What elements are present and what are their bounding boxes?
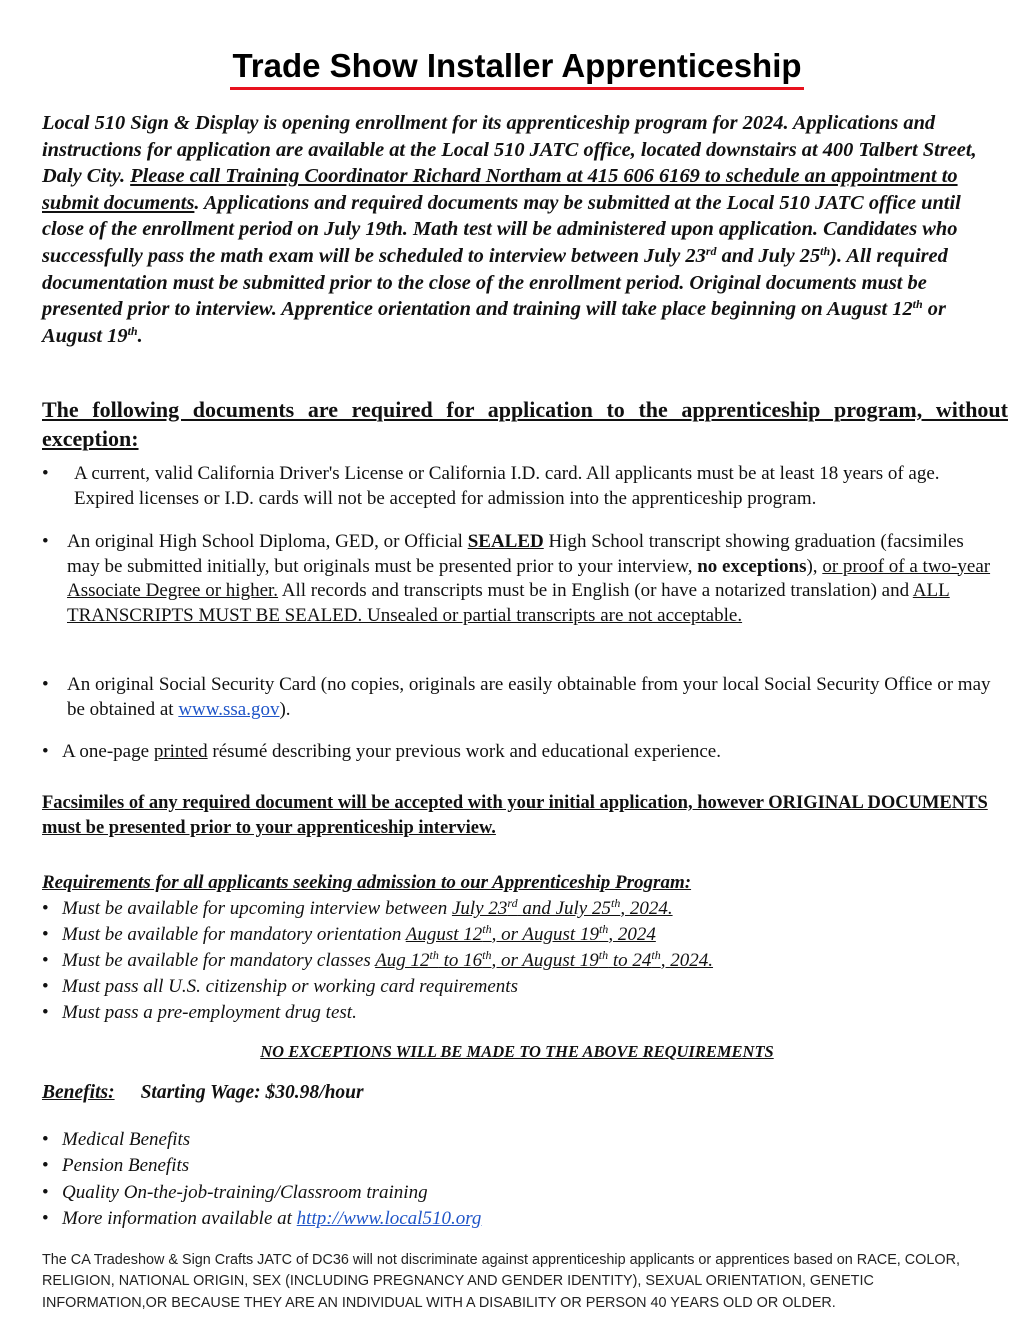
required-documents-heading: The following documents are required for application to the apprenticeship program, without exception: — [42, 397, 1008, 451]
intro-call-instruction: Please call Training Coordinator Richard Northam at 415 606 6169 to schedule an appointment to submit documents — [42, 165, 958, 214]
bullet: • — [42, 1129, 49, 1150]
ssa-text-a: An original Social Security Card (no copies, originals are easily obtainable from your local Social Security Office or may be obtained at — [67, 674, 991, 720]
benefit-text: More information available at — [62, 1207, 297, 1229]
date-part: July 23 — [451, 898, 508, 919]
nondiscrimination-footer: The CA Tradeshow & Sign Crafts JATC of DC36 will not discriminate against apprenticeship applicants or apprentices based on RACE, COLOR, RELIGION, NATIONAL ORIGIN, SEX (INCLUDING PREGNANCY AND GENDER IDENTITY), SEXUAL ORIENTATION, GENETIC INFORMATION,OR BECAUSE THEY ARE AN INDIVIDUAL WITH A DISABILITY OR PERSON 40 YEARS OLD OR OLDER. — [42, 1252, 960, 1311]
date-sup: th — [611, 896, 621, 910]
benefits-list — [42, 1127, 942, 1232]
date-part: August 12 — [405, 924, 483, 945]
requirement-text: Must pass all U.S. citizenship or working card requirements — [62, 976, 518, 997]
requirement-text: Must be available for mandatory orientation — [62, 924, 406, 945]
document-item-text: A current, valid California Driver's License or California I.D. card. All applicants must be at least 18 years of age. Expired licenses or I.D. cards will not be accepted for admission into the apprenticeship program. — [74, 463, 940, 509]
intro-text-1: Local 510 Sign & Display is opening enrollment for its apprenticeship program for 2024. Applications and instructions for application are available at the Local 510 JATC office, located downstairs at 400 Talbert Street, Daly City. — [42, 112, 977, 188]
date-part: and July 25 — [517, 898, 611, 919]
date-sup: th — [482, 922, 492, 936]
diploma-text-a: An original High School Diploma, GED, or Official — [67, 531, 468, 552]
date-sup: rd — [507, 896, 518, 910]
requirement-interview — [42, 896, 1002, 922]
requirement-text: Must be available for mandatory classes — [62, 950, 376, 971]
document-item-text — [62, 740, 992, 765]
bullet: • — [42, 741, 49, 762]
date-part: , 2024. — [660, 950, 714, 971]
requirements-heading: Requirements for all applicants seeking admission to our Apprenticeship Program: — [42, 872, 692, 893]
bullet: • — [42, 898, 49, 919]
date-sup: th — [598, 922, 609, 936]
ssa-text-b: ). — [279, 698, 291, 720]
intro-text-4: ). All required documentation must be submitted prior to the close of the enrollment period. Original documents must be presented prior to interview. Apprentice orientation and training will take place beginning on August 12 — [42, 244, 948, 321]
diploma-text-d: All records and transcripts must be in English (or have a notarized translation) and — [278, 580, 913, 601]
intro-text-3: and July 25 — [716, 244, 821, 267]
document-item-text — [67, 673, 992, 722]
intro-sup-th2: th — [912, 297, 923, 312]
date-part: to 24 — [608, 950, 652, 971]
associate-degree-note: or proof of a two-year Associate Degree or higher. — [67, 555, 991, 601]
no-exceptions-emphasis: no exceptions — [697, 555, 807, 577]
bullet: • — [42, 531, 49, 552]
date-sup: th — [482, 948, 492, 962]
bullet: • — [42, 1155, 49, 1177]
bullet: • — [42, 1002, 49, 1023]
bullet: • — [42, 1181, 49, 1203]
resume-text-a: A one-page — [62, 741, 154, 762]
bullet: • — [42, 463, 49, 484]
bullet: • — [42, 674, 49, 695]
intro-sup-th1: th — [820, 243, 831, 258]
bullet: • — [42, 924, 49, 945]
sealed-emphasis: SEALED — [467, 531, 544, 552]
requirement-citizenship — [42, 974, 1002, 1000]
starting-wage: Starting Wage: $30.98/hour — [140, 1082, 364, 1103]
ssa-link[interactable]: www.ssa.gov — [178, 698, 280, 720]
benefit-item-more-info — [42, 1206, 942, 1232]
benefit-item — [42, 1180, 942, 1206]
date-sup: th — [651, 948, 661, 962]
date-sup: th — [429, 948, 439, 962]
requirement-orientation — [42, 922, 1002, 948]
date-sup: th — [598, 948, 609, 962]
local510-link[interactable]: http://www.local510.org — [296, 1207, 482, 1229]
date-part: , or August 19 — [491, 950, 599, 971]
orientation-dates — [406, 924, 656, 945]
document-item-text — [67, 530, 992, 628]
date-part: , 2024. — [620, 898, 673, 919]
bullet: • — [42, 950, 49, 971]
no-exceptions-banner: NO EXCEPTIONS WILL BE MADE TO THE ABOVE REQUIREMENTS — [260, 1042, 774, 1061]
benefit-text: Medical Benefits — [62, 1129, 191, 1150]
date-part: , or August 19 — [491, 924, 599, 945]
transcripts-sealed-note: ALL TRANSCRIPTS MUST BE SEALED. Unsealed or partial transcripts are not acceptable. — [67, 580, 950, 626]
facsimile-note: Facsimiles of any required document will be accepted with your initial application, however ORIGINAL DOCUMENTS must be presented prior to your apprenticeship interview. — [42, 793, 988, 838]
intro-paragraph — [42, 110, 992, 349]
requirements-section — [42, 870, 1002, 1026]
benefit-item — [42, 1127, 942, 1153]
benefit-text: Quality On-the-job-training/Classroom training — [62, 1181, 428, 1203]
printed-emphasis: printed — [153, 741, 208, 762]
bullet: • — [42, 1207, 49, 1229]
requirement-text: Must be available for upcoming interview between — [62, 898, 452, 919]
diploma-text-b: High School transcript showing graduation (facsimiles may be submitted initially, but originals must be presented prior to your interview, — [67, 531, 964, 577]
diploma-text-c: ), — [806, 555, 823, 577]
benefit-item — [42, 1153, 942, 1179]
intro-text-6: . — [137, 324, 143, 347]
requirement-text: Must pass a pre-employment drug test. — [62, 1002, 357, 1023]
title-block — [0, 46, 1034, 90]
benefits-label: Benefits: — [42, 1082, 115, 1103]
intro-text-2: . Applications and required documents may be submitted at the Local 510 JATC office until close of the enrollment period on July 19th. Math test will be administered upon application. Candidates who successfully pass the math exam will be scheduled to interview between July 23 — [42, 191, 961, 267]
requirement-classes — [42, 948, 1002, 974]
benefit-text: Pension Benefits — [62, 1155, 190, 1177]
interview-dates — [452, 898, 673, 919]
class-dates — [375, 950, 713, 971]
date-part: to 16 — [438, 950, 483, 971]
intro-sup-rd: rd — [705, 243, 717, 258]
bullet: • — [42, 976, 49, 997]
requirement-drug-test — [42, 1000, 1002, 1026]
date-part: , 2024 — [608, 924, 656, 945]
benefits-header — [42, 1080, 364, 1106]
intro-text-5: or August 19 — [42, 298, 946, 347]
date-part: Aug 12 — [375, 950, 430, 971]
page-title: Trade Show Installer Apprenticeship — [230, 46, 803, 90]
intro-sup-th3: th — [127, 323, 138, 338]
resume-text-b: résumé describing your previous work and educational experience. — [207, 741, 721, 762]
